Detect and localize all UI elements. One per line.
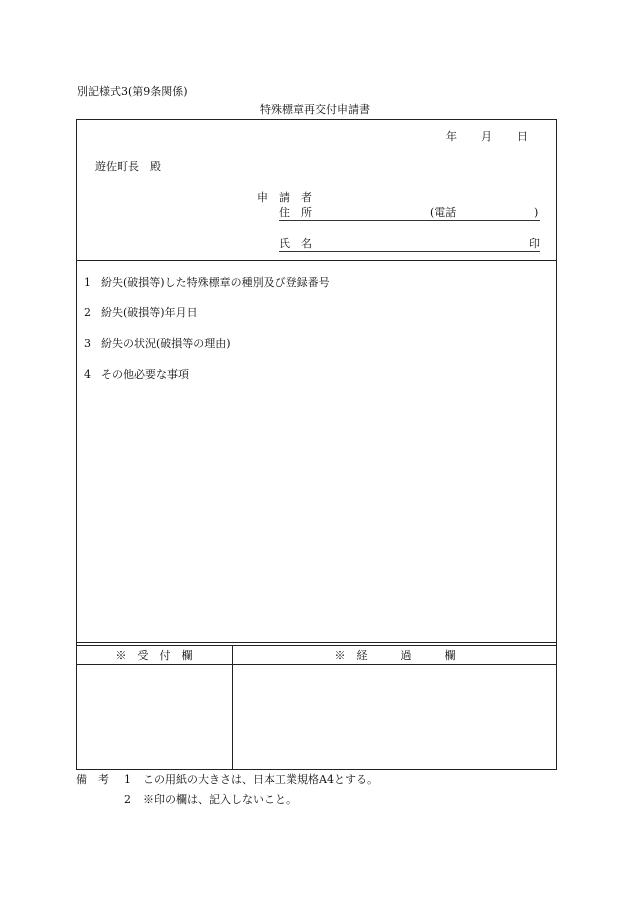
item-1-text: 紛失(破損等)した特殊標章の種別及び登録番号 bbox=[101, 276, 330, 289]
section-divider bbox=[76, 260, 557, 261]
note-1-number: 1 bbox=[124, 773, 131, 786]
item-2-number: 2 bbox=[84, 306, 91, 319]
note-2-number: 2 bbox=[124, 793, 131, 806]
item-4-text: その他必要な事項 bbox=[101, 368, 189, 381]
item-3-text: 紛失の状況(破損等の理由) bbox=[101, 337, 231, 350]
table-top-line-1 bbox=[76, 642, 557, 643]
notes-label: 備 考 bbox=[76, 773, 109, 786]
address-underline bbox=[279, 220, 540, 221]
phone-close-paren: ) bbox=[534, 206, 539, 219]
table-top-line-2 bbox=[76, 645, 557, 646]
item-4-number: 4 bbox=[84, 368, 91, 381]
page-title: 特殊標章再交付申請書 bbox=[260, 103, 370, 116]
note-1-text: この用紙の大きさは、日本工業規格A4とする。 bbox=[143, 773, 378, 786]
reception-cell[interactable] bbox=[77, 665, 232, 769]
item-1-number: 1 bbox=[84, 276, 91, 289]
progress-cell[interactable] bbox=[233, 665, 556, 769]
name-label: 氏 名 bbox=[279, 237, 312, 250]
reception-column-header: ※ 受 付 欄 bbox=[115, 649, 193, 662]
phone-label: (電話 bbox=[430, 206, 457, 219]
item-3-number: 3 bbox=[84, 337, 91, 350]
progress-column-header: ※ 経 過 欄 bbox=[334, 649, 456, 662]
applicant-heading: 申 請 者 bbox=[257, 191, 312, 204]
addressee: 遊佐町長 殿 bbox=[95, 160, 161, 173]
date-year-label: 年 bbox=[446, 130, 457, 143]
address-label: 住 所 bbox=[279, 206, 312, 219]
note-2-text: ※印の欄は、記入しないこと。 bbox=[143, 793, 297, 806]
date-month-label: 月 bbox=[481, 130, 492, 143]
date-day-label: 日 bbox=[517, 130, 528, 143]
form-reference: 別記様式3(第9条関係) bbox=[77, 85, 188, 98]
seal-mark: 印 bbox=[529, 237, 540, 250]
item-2-text: 紛失(破損等)年月日 bbox=[101, 306, 198, 319]
name-underline bbox=[279, 251, 540, 252]
